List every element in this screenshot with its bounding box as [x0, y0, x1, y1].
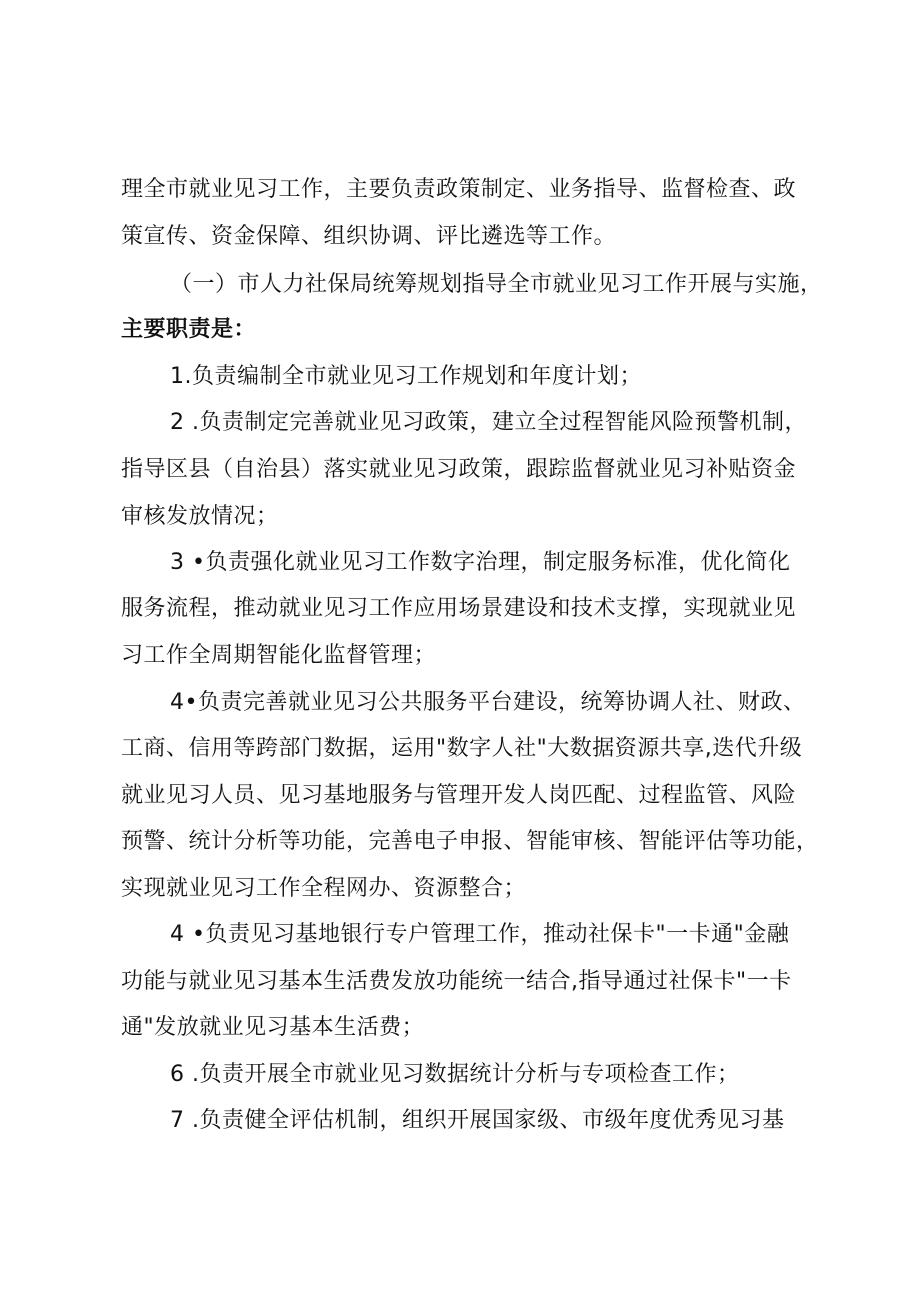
text-line-8: 审核发放情况；: [121, 504, 279, 529]
text-line-1: 理全市就业见习工作，主要负责政策制定、业务指导、监督检查、政: [121, 177, 797, 202]
text-line-21: 7 .负责健全评估机制，组织开展国家级、市级年度优秀见习基: [170, 1108, 785, 1133]
text-line-13: 工商、信用等跨部门数据，运用"数字人社"大数据资源共享,迭代升级: [121, 736, 803, 761]
text-line-6: 2 .负责制定完善就业见习政策，建立全过程智能风险预警机制，: [170, 410, 807, 435]
text-line-3: （一）市人力社保局统筹规划指导全市就业见习工作开展与实施，: [170, 272, 823, 297]
text-line-9: 3 •负责强化就业见习工作数字治理，制定服务标准，优化简化: [170, 550, 791, 575]
text-line-20: 6 .负责开展全市就业见习数据统计分析与专项检查工作；: [170, 1062, 740, 1087]
text-line-19: 通"发放就业见习基本生活费；: [121, 1015, 425, 1040]
text-line-11: 习工作全周期智能化监督管理；: [121, 643, 437, 668]
text-line-2: 策宣传、资金保障、组织协调、评比遴选等工作。: [121, 224, 617, 249]
text-line-4: 主要职责是：: [121, 317, 257, 342]
text-line-10: 服务流程，推动就业见习工作应用场景建设和技术支撑，实现就业见: [121, 596, 797, 621]
text-line-16: 实现就业见习工作全程网办、资源整合；: [121, 876, 527, 901]
text-line-12: 4•负责完善就业见习公共服务平台建设，统筹协调人社、财政、: [170, 690, 806, 715]
text-line-15: 预警、统计分析等功能，完善电子申报、智能审核、智能评估等功能，: [121, 829, 819, 854]
text-line-14: 就业见习人员、见习基地服务与管理开发人岗匹配、过程监管、风险: [121, 783, 797, 808]
text-line-18: 功能与就业见习基本生活费发放功能统一结合,指导通过社保卡"一卡: [121, 969, 792, 994]
text-line-7: 指导区县（自治县）落实就业见习政策，跟踪监督就业见习补贴资金: [121, 457, 797, 482]
text-line-5: 1.负责编制全市就业见习工作规划和年度计划；: [170, 364, 642, 389]
text-line-17: 4 •负责见习基地银行专户管理工作，推动社保卡"一卡通"金融: [170, 922, 790, 947]
